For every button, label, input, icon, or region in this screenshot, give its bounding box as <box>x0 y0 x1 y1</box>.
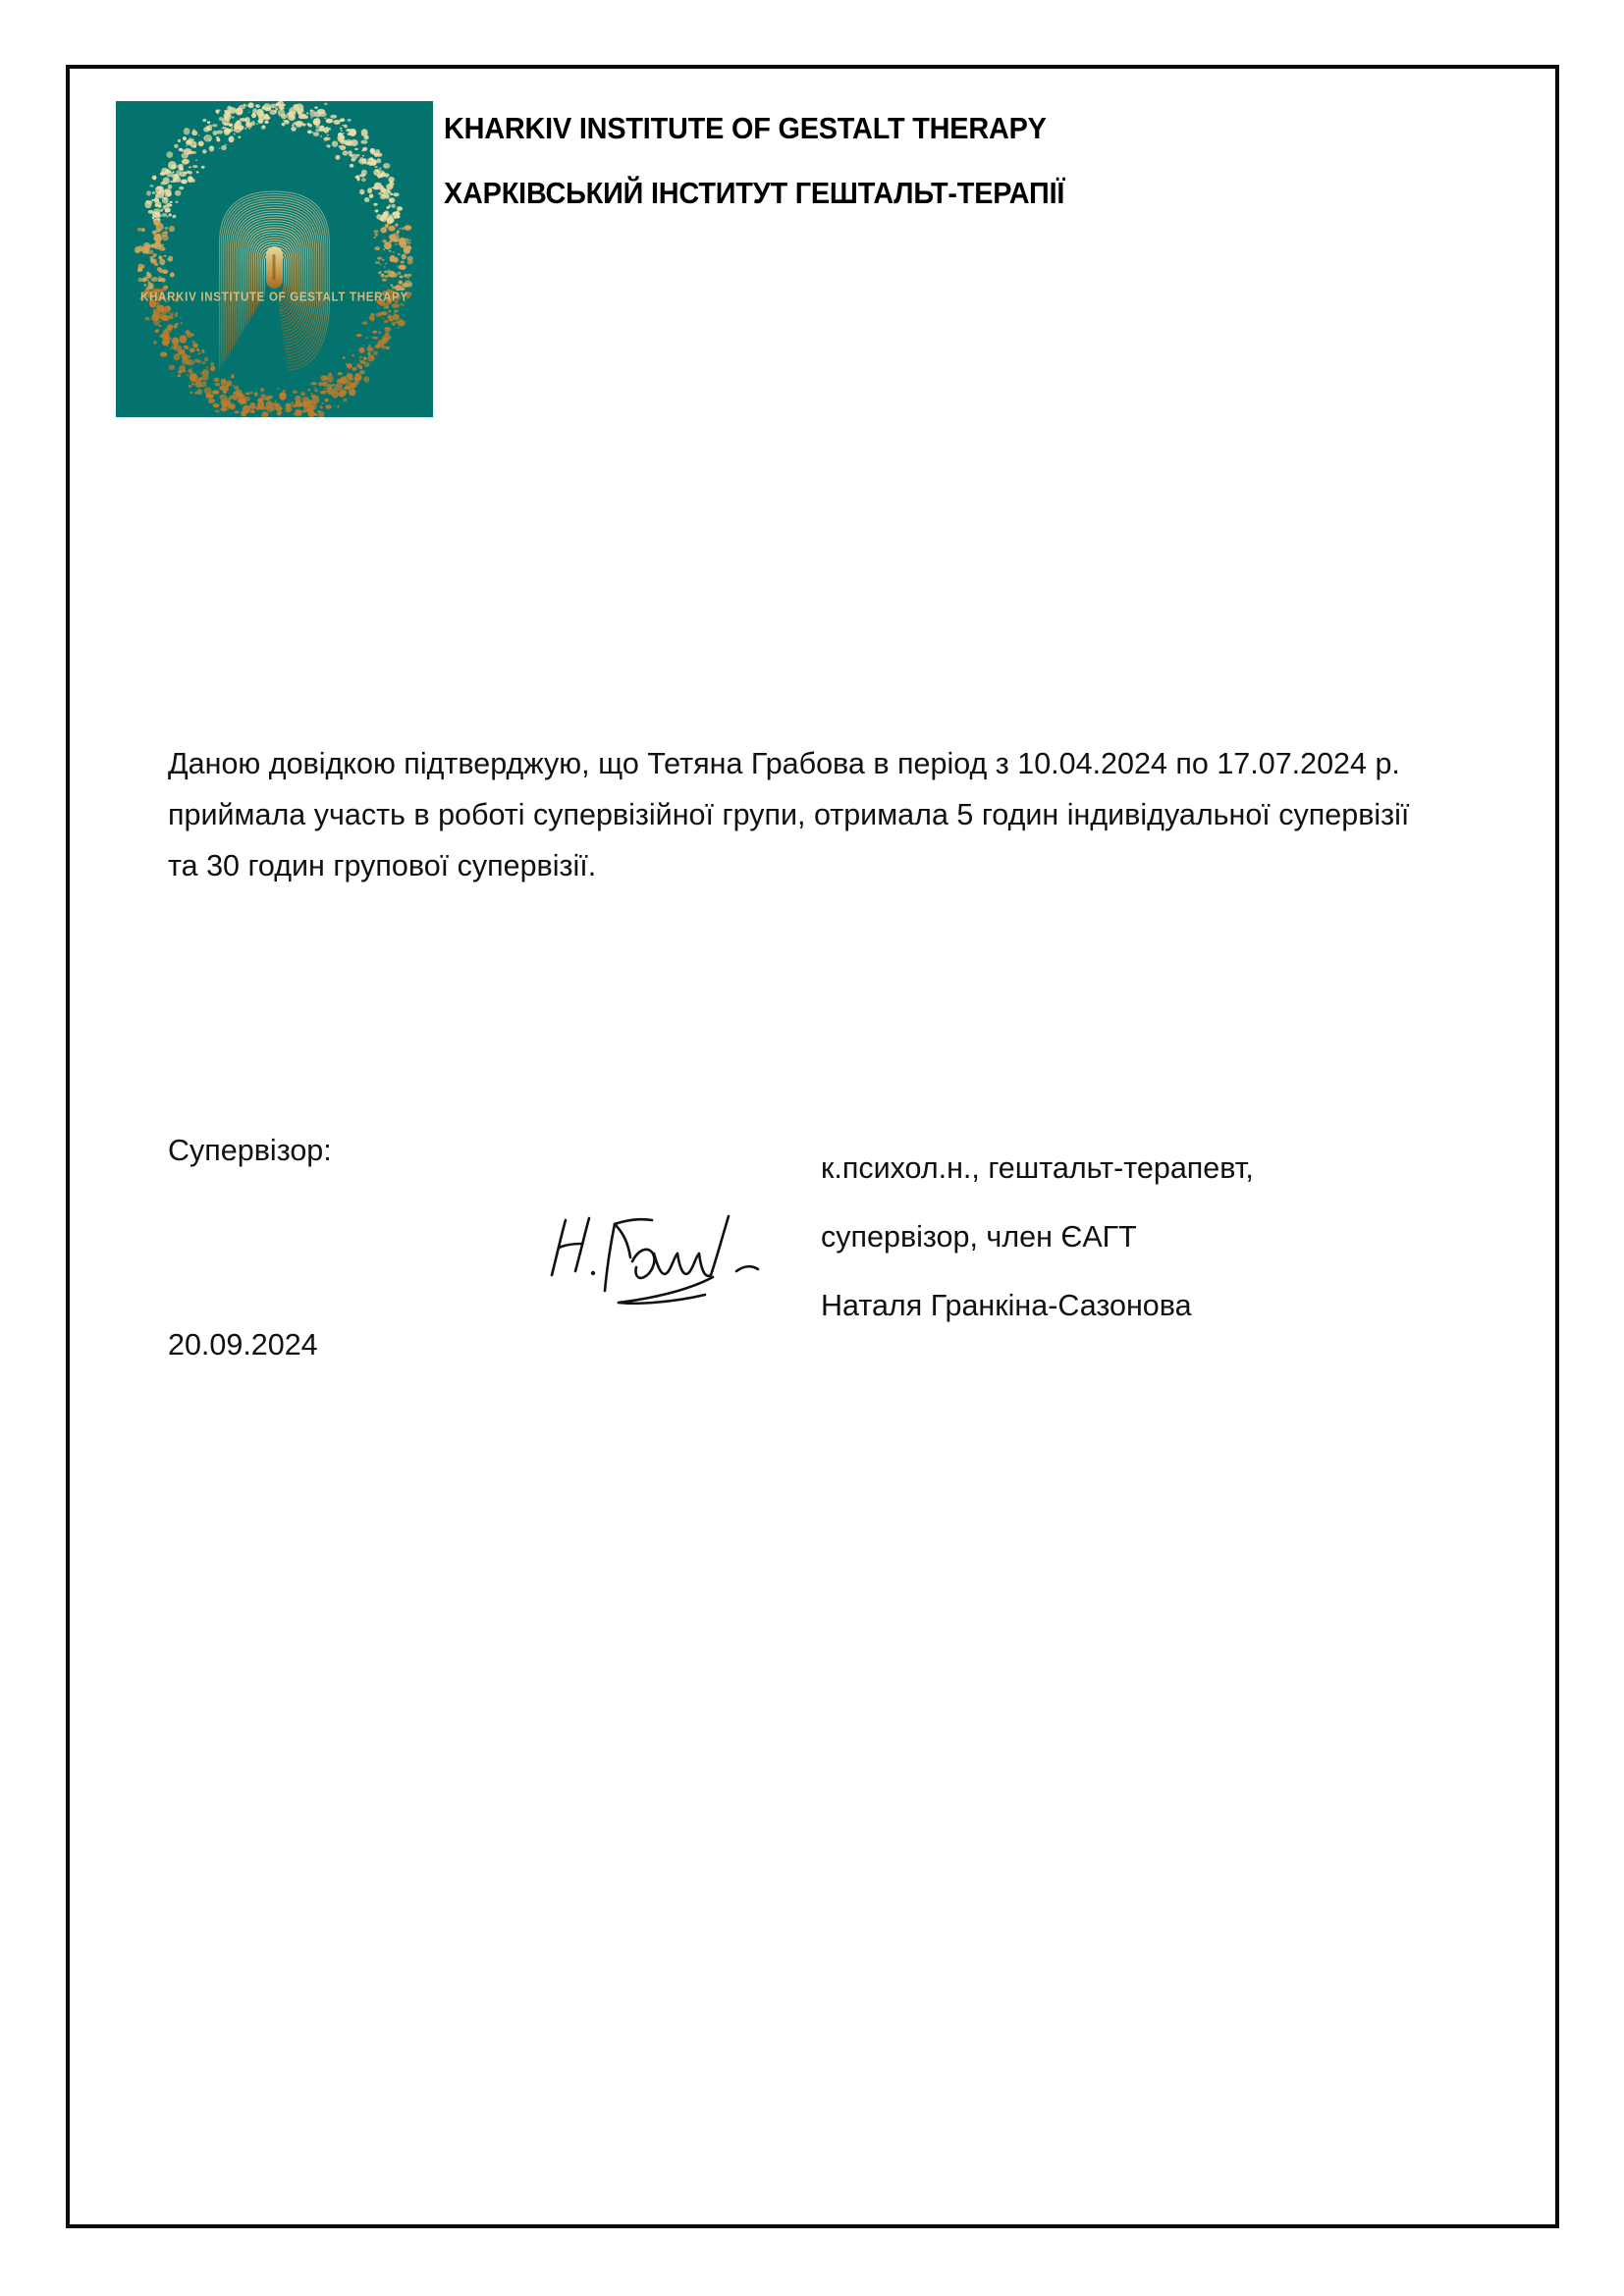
supervisor-role-label: Супервізор: <box>168 1134 332 1167</box>
page-title-ukrainian: ХАРКІВСЬКИЙ ІНСТИТУТ ГЕШТАЛЬТ-ТЕРАПІЇ <box>444 176 1065 210</box>
signer-name: Наталя Гранкіна-Сазонова <box>821 1289 1192 1322</box>
credential-line-1: к.психол.н., гештальт-терапевт, <box>821 1151 1254 1185</box>
document-header <box>0 0 1624 393</box>
gestalt-head-fingerprint-icon <box>116 101 433 417</box>
signature-block <box>0 1124 1624 1418</box>
certificate-body-paragraph: Даною довідкою підтверджую, що Тетяна Грабова в період з 10.04.2024 по 17.07.2024 р. приймала участь в роботі супервізійної групи, отримала 5 годин індивідуальної супервізії та 30 годин групової супервізії. <box>168 747 1410 882</box>
page-title-english: KHARKIV INSTITUTE OF GESTALT THERAPY <box>444 111 1047 145</box>
institute-logo <box>116 101 433 417</box>
handwritten-signature-icon <box>542 1201 768 1308</box>
signer-credentials <box>821 1134 1449 1340</box>
issue-date: 20.09.2024 <box>168 1328 318 1362</box>
header-title-group <box>444 103 1426 211</box>
logo-caption-text: KHARKIV INSTITUTE OF GESTALT THERAPY <box>140 291 408 304</box>
credential-line-2: супервізор, член ЄАГТ <box>821 1220 1137 1254</box>
